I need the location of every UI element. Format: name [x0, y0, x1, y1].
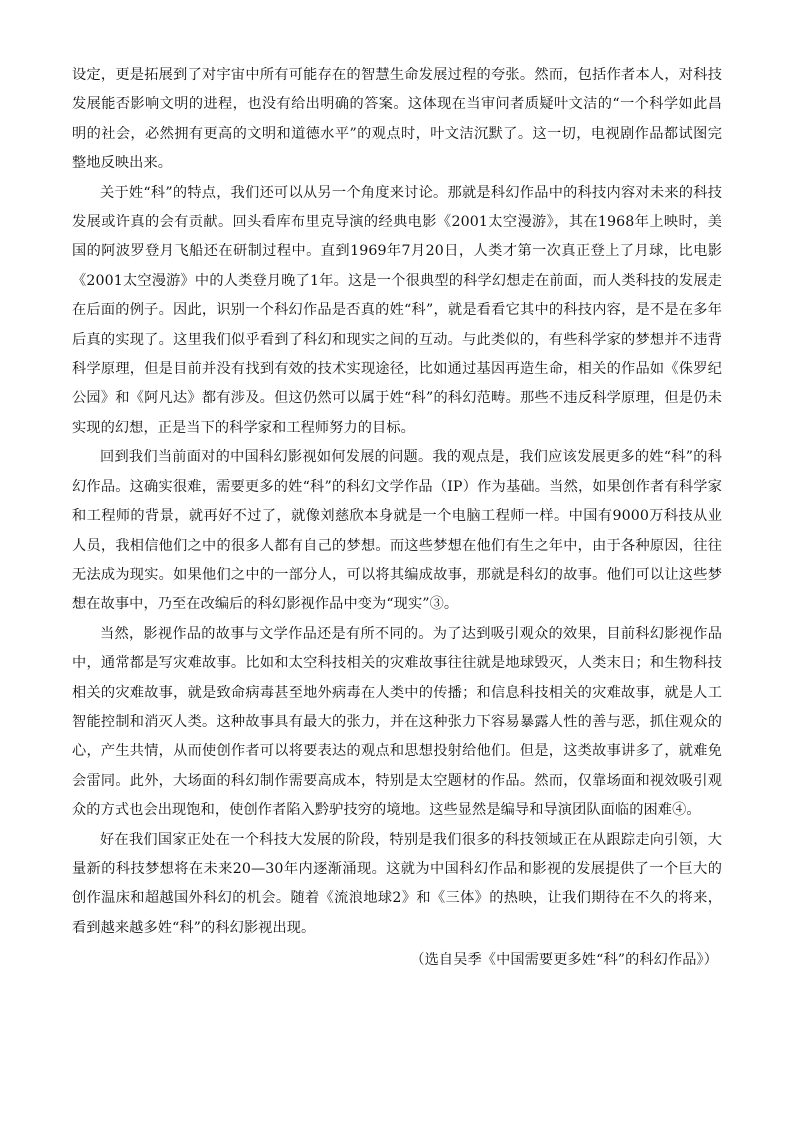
- document-body: [72, 61, 722, 976]
- paragraph: 当然，影视作品的故事与文学作品还是有所不同的。为了达到吸引观众的效果，目前科幻影视作品中，通常都是写灾难故事。比如和太空科技相关的灾难故事往往就是地球毁灭，人类末日；和生物科技相关的灾难故事，就是致命病毒甚至地外病毒在人类中的传播；和信息科技相关的灾难故事，就是人工智能控制和消灭人类。这种故事具有最大的张力，并在这种张力下容易暴露人性的善与恶，抓住观众的心，产生共情，从而使创作者可以将要表达的观点和思想投射给他们。但是，这类故事讲多了，就难免会雷同。此外，大场面的科幻制作需要高成本，特别是太空题材的作品。然而，仅靠场面和视效吸引观众的方式也会出现饱和，使创作者陷入黔驴技穷的境地。这些显然是编导和导演团队面临的困难④。: [72, 625, 722, 819]
- paragraph: 关于姓“科”的特点，我们还可以从另一个角度来讨论。那就是科幻作品中的科技内容对未来的科技发展或许真的会有贡献。回头看库布里克导演的经典电影《2001太空漫游》，其在1968年上映时，美国的阿波罗登月飞船还在研制过程中。直到1969年7月20日，人类才第一次真正登上了月球，比电影《2001太空漫游》中的人类登月晚了1年。这是一个很典型的科学幻想走在前面，而人类科技的发展走在后面的例子。因此，识别一个科幻作品是否真的姓“科”，就是看看它其中的科技内容，是不是在多年后真的实现了。这里我们似乎看到了科幻和现实之间的互动。与此类似的，有些科学家的梦想并不违背科学原理，但是目前并没有找到有效的技术实现途径，比如通过基因再造生命，相关的作品如《侏罗纪公园》和《阿凡达》都有涉及。但这仍然可以属于姓“科”的科幻范畴。那些不违反科学原理，但是仍未实现的幻想，正是当下的科学家和工程师努力的目标。: [72, 184, 722, 436]
- paragraph: 好在我们国家正处在一个科技大发展的阶段，特别是我们很多的科技领域正在从跟踪走向引领，大量新的科技梦想将在未来20—30年内逐渐涌现。这就为中国科幻作品和影视的发展提供了一个巨大的创作温床和超越国外科幻的机会。随着《流浪地球2》和《三体》的热映，让我们期待在不久的将来，看到越来越多姓“科”的科幻影视出现。: [72, 831, 722, 936]
- paragraph: 回到我们当前面对的中国科幻影视如何发展的问题。我的观点是，我们应该发展更多的姓“科”的科幻作品。这确实很难，需要更多的姓“科”的科幻文学作品（IP）作为基础。当然，如果创作者有科学家和工程师的背景，就再好不过了，就像刘慈欣本身就是一个电脑工程师一样。中国有9000万科技从业人员，我相信他们之中的很多人都有自己的梦想。而这些梦想在他们有生之年中，由于各种原因，往往无法成为现实。如果他们之中的一部分人，可以将其编成故事，那就是科幻的故事。他们可以让这些梦想在故事中，乃至在改编后的科幻影视作品中变为“现实”③。: [72, 449, 722, 613]
- paragraph-continued: 设定，更是拓展到了对宇宙中所有可能存在的智慧生命发展过程的夸张。然而，包括作者本人，对科技发展能否影响文明的进程，也没有给出明确的答案。这体现在当审问者质疑叶文洁的“一个科学如此昌明的社会，必然拥有更高的文明和道德水平”的观点时，叶文洁沉默了。这一切，电视剧作品都试图完整地反映出来。: [72, 67, 722, 172]
- source-citation: （选自吴季《中国需要更多姓“科”的科幻作品》）: [410, 952, 718, 969]
